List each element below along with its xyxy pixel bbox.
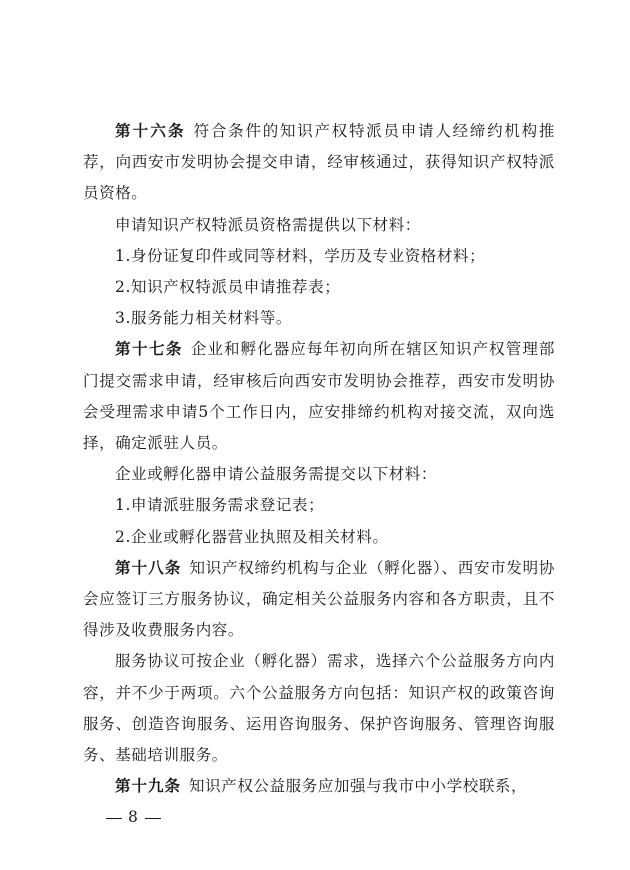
paragraph-text: 企业或孵化器申请公益服务需提交以下材料：	[115, 465, 438, 484]
list-item	[83, 522, 555, 553]
article-16-paragraph	[83, 116, 555, 210]
paragraph-text: 申请知识产权特派员资格需提供以下材料：	[115, 215, 421, 234]
paragraph-text: 知识产权缔约机构与企业（孵化器）、西安市发明协会应签订三方服务协议，确定相关公益服务内容和各方职责，且不得涉及收费服务内容。	[83, 558, 555, 640]
list-item	[83, 241, 555, 272]
list-item	[83, 303, 555, 334]
footer-dash-right	[145, 818, 161, 819]
paragraph-text: 服务协议可按企业（孵化器）需求，选择六个公益服务方向内容，并不少于两项。六个公益服务方向包括：知识产权的政策咨询服务、创造咨询服务、运用咨询服务、保护咨询服务、管理咨询服务、基础培训服务。	[83, 652, 555, 765]
footer-dash-left	[106, 818, 122, 819]
paragraph-text: 知识产权公益服务应加强与我市中小学校联系，	[189, 777, 528, 796]
page-number: 8	[128, 808, 139, 826]
article-heading: 第十六条	[115, 122, 186, 140]
article-17-paragraph	[83, 334, 555, 459]
materials-intro-paragraph	[83, 459, 555, 490]
article-heading: 第十七条	[115, 340, 183, 359]
document-body	[83, 116, 555, 802]
article-heading: 第十八条	[115, 558, 182, 577]
paragraph-text: 3.服务能力相关材料等。	[115, 309, 292, 328]
article-19-paragraph	[83, 771, 555, 802]
paragraph-text: 2.企业或孵化器营业执照及相关材料。	[115, 527, 389, 546]
article-heading: 第十九条	[115, 777, 182, 796]
list-item	[83, 272, 555, 303]
paragraph-text: 1.身份证复印件或同等材料，学历及专业资格材料；	[115, 246, 486, 265]
page-footer	[100, 808, 167, 826]
paragraph-text: 符合条件的知识产权特派员申请人经缔约机构推荐，向西安市发明协会提交申请，经审核通过，获得知识产权特派员资格。	[83, 122, 555, 203]
paragraph-text: 2.知识产权特派员申请推荐表；	[115, 278, 341, 297]
service-agreement-paragraph	[83, 646, 555, 771]
materials-intro-paragraph	[83, 210, 555, 241]
list-item	[83, 490, 555, 521]
article-18-paragraph	[83, 553, 555, 647]
paragraph-text: 1.申请派驻服务需求登记表；	[115, 496, 325, 515]
paragraph-text: 企业和孵化器应每年初向所在辖区知识产权管理部门提交需求申请，经审核后向西安市发明协会推荐，西安市发明协会受理需求申请5个工作日内，应安排缔约机构对接交流，双向选择，确定派驻人员。	[83, 340, 555, 453]
